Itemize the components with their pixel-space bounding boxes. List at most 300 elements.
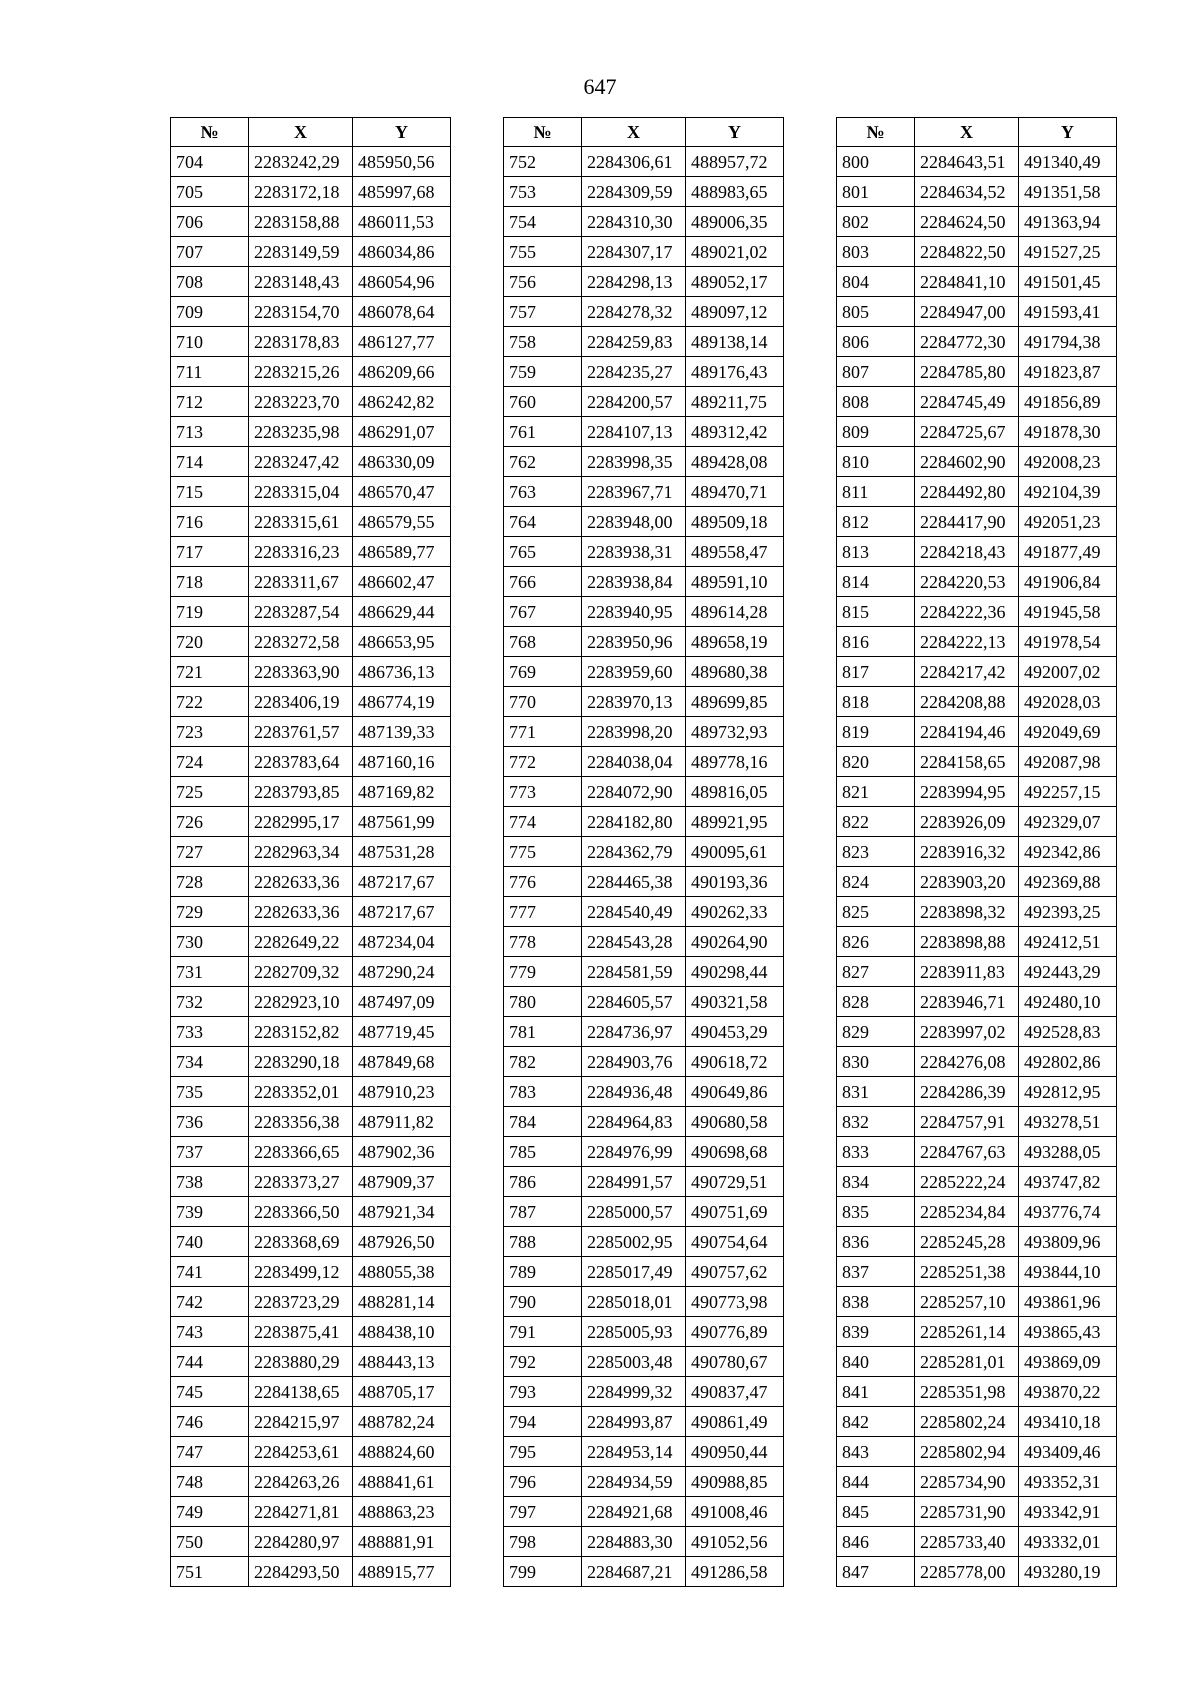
- point-number-cell: 766: [504, 567, 582, 597]
- header-y: Y: [686, 118, 784, 147]
- table-row: [504, 1317, 784, 1347]
- y-coordinate-cell: 491978,54: [1019, 627, 1117, 657]
- point-number-cell: 838: [837, 1287, 915, 1317]
- table-row: [171, 567, 451, 597]
- y-coordinate-cell: 486291,07: [353, 417, 451, 447]
- x-coordinate-cell: 2283178,83: [249, 327, 353, 357]
- point-number-cell: 823: [837, 837, 915, 867]
- table-row: [504, 987, 784, 1017]
- table-row: [504, 417, 784, 447]
- x-coordinate-cell: 2283967,71: [582, 477, 686, 507]
- x-coordinate-cell: 2284921,68: [582, 1497, 686, 1527]
- x-coordinate-cell: 2285002,95: [582, 1227, 686, 1257]
- table-row: [171, 747, 451, 777]
- point-number-cell: 847: [837, 1557, 915, 1587]
- y-coordinate-cell: 488443,13: [353, 1347, 451, 1377]
- table-row: [837, 537, 1117, 567]
- y-coordinate-cell: 487217,67: [353, 867, 451, 897]
- table-row: [504, 267, 784, 297]
- point-number-cell: 742: [171, 1287, 249, 1317]
- x-coordinate-cell: 2284964,83: [582, 1107, 686, 1137]
- point-number-cell: 744: [171, 1347, 249, 1377]
- table-row: [837, 687, 1117, 717]
- table-row: [504, 1137, 784, 1167]
- point-number-cell: 776: [504, 867, 582, 897]
- table-row: [837, 927, 1117, 957]
- table-row: [171, 1287, 451, 1317]
- y-coordinate-cell: 489138,14: [686, 327, 784, 357]
- x-coordinate-cell: 2282709,32: [249, 957, 353, 987]
- x-coordinate-cell: 2282995,17: [249, 807, 353, 837]
- x-coordinate-cell: 2283898,88: [915, 927, 1019, 957]
- table-row: [171, 1347, 451, 1377]
- y-coordinate-cell: 492329,07: [1019, 807, 1117, 837]
- x-coordinate-cell: 2282923,10: [249, 987, 353, 1017]
- y-coordinate-cell: 487234,04: [353, 927, 451, 957]
- y-coordinate-cell: 486127,77: [353, 327, 451, 357]
- x-coordinate-cell: 2282633,36: [249, 897, 353, 927]
- point-number-cell: 709: [171, 297, 249, 327]
- x-coordinate-cell: 2284220,53: [915, 567, 1019, 597]
- table-row: [171, 327, 451, 357]
- table-row: [504, 657, 784, 687]
- point-number-cell: 790: [504, 1287, 582, 1317]
- y-coordinate-cell: 492104,39: [1019, 477, 1117, 507]
- table-row: [171, 177, 451, 207]
- y-coordinate-cell: 486579,55: [353, 507, 451, 537]
- table-row: [504, 237, 784, 267]
- coordinates-table-3: [836, 117, 1117, 1587]
- point-number-cell: 778: [504, 927, 582, 957]
- y-coordinate-cell: 490988,85: [686, 1467, 784, 1497]
- y-coordinate-cell: 490751,69: [686, 1197, 784, 1227]
- x-coordinate-cell: 2283148,43: [249, 267, 353, 297]
- point-number-cell: 794: [504, 1407, 582, 1437]
- point-number-cell: 813: [837, 537, 915, 567]
- y-coordinate-cell: 490698,68: [686, 1137, 784, 1167]
- x-coordinate-cell: 2285003,48: [582, 1347, 686, 1377]
- x-coordinate-cell: 2284602,90: [915, 447, 1019, 477]
- table-row: [504, 597, 784, 627]
- table-row: [171, 1047, 451, 1077]
- point-number-cell: 707: [171, 237, 249, 267]
- table-row: [504, 1077, 784, 1107]
- y-coordinate-cell: 491008,46: [686, 1497, 784, 1527]
- y-coordinate-cell: 492257,15: [1019, 777, 1117, 807]
- y-coordinate-cell: 493809,96: [1019, 1227, 1117, 1257]
- table-row: [171, 507, 451, 537]
- x-coordinate-cell: 2283926,09: [915, 807, 1019, 837]
- x-coordinate-cell: 2284634,52: [915, 177, 1019, 207]
- point-number-cell: 717: [171, 537, 249, 567]
- point-number-cell: 791: [504, 1317, 582, 1347]
- y-coordinate-cell: 492443,29: [1019, 957, 1117, 987]
- x-coordinate-cell: 2285000,57: [582, 1197, 686, 1227]
- y-coordinate-cell: 487926,50: [353, 1227, 451, 1257]
- table-row: [837, 1287, 1117, 1317]
- y-coordinate-cell: 489428,08: [686, 447, 784, 477]
- table-row: [171, 1467, 451, 1497]
- table-row: [504, 1197, 784, 1227]
- x-coordinate-cell: 2284194,46: [915, 717, 1019, 747]
- y-coordinate-cell: 493747,82: [1019, 1167, 1117, 1197]
- point-number-cell: 735: [171, 1077, 249, 1107]
- x-coordinate-cell: 2283152,82: [249, 1017, 353, 1047]
- y-coordinate-cell: 486242,82: [353, 387, 451, 417]
- x-coordinate-cell: 2285802,24: [915, 1407, 1019, 1437]
- x-coordinate-cell: 2283938,31: [582, 537, 686, 567]
- point-number-cell: 839: [837, 1317, 915, 1347]
- x-coordinate-cell: 2284883,30: [582, 1527, 686, 1557]
- table-row: [837, 987, 1117, 1017]
- x-coordinate-cell: 2283970,13: [582, 687, 686, 717]
- table-row: [171, 357, 451, 387]
- point-number-cell: 787: [504, 1197, 582, 1227]
- x-coordinate-cell: 2283311,67: [249, 567, 353, 597]
- point-number-cell: 783: [504, 1077, 582, 1107]
- y-coordinate-cell: 491363,94: [1019, 207, 1117, 237]
- header-x: X: [915, 118, 1019, 147]
- table-row: [171, 777, 451, 807]
- y-coordinate-cell: 492528,83: [1019, 1017, 1117, 1047]
- x-coordinate-cell: 2283898,32: [915, 897, 1019, 927]
- y-coordinate-cell: 489699,85: [686, 687, 784, 717]
- y-coordinate-cell: 490757,62: [686, 1257, 784, 1287]
- y-coordinate-cell: 493869,09: [1019, 1347, 1117, 1377]
- y-coordinate-cell: 490193,36: [686, 867, 784, 897]
- x-coordinate-cell: 2283373,27: [249, 1167, 353, 1197]
- point-number-cell: 712: [171, 387, 249, 417]
- point-number-cell: 747: [171, 1437, 249, 1467]
- x-coordinate-cell: 2284785,80: [915, 357, 1019, 387]
- y-coordinate-cell: 493278,51: [1019, 1107, 1117, 1137]
- table-row: [504, 327, 784, 357]
- point-number-cell: 796: [504, 1467, 582, 1497]
- x-coordinate-cell: 2284605,57: [582, 987, 686, 1017]
- point-number-cell: 795: [504, 1437, 582, 1467]
- point-number-cell: 782: [504, 1047, 582, 1077]
- x-coordinate-cell: 2283154,70: [249, 297, 353, 327]
- point-number-cell: 805: [837, 297, 915, 327]
- y-coordinate-cell: 487169,82: [353, 777, 451, 807]
- y-coordinate-cell: 489591,10: [686, 567, 784, 597]
- point-number-cell: 798: [504, 1527, 582, 1557]
- point-number-cell: 734: [171, 1047, 249, 1077]
- x-coordinate-cell: 2284158,65: [915, 747, 1019, 777]
- y-coordinate-cell: 486078,64: [353, 297, 451, 327]
- y-coordinate-cell: 487531,28: [353, 837, 451, 867]
- point-number-cell: 774: [504, 807, 582, 837]
- x-coordinate-cell: 2283315,04: [249, 477, 353, 507]
- x-coordinate-cell: 2284310,30: [582, 207, 686, 237]
- table-row: [504, 1437, 784, 1467]
- table-row: [504, 1377, 784, 1407]
- x-coordinate-cell: 2284976,99: [582, 1137, 686, 1167]
- y-coordinate-cell: 490754,64: [686, 1227, 784, 1257]
- point-number-cell: 770: [504, 687, 582, 717]
- point-number-cell: 846: [837, 1527, 915, 1557]
- table-row: [837, 867, 1117, 897]
- y-coordinate-cell: 493342,91: [1019, 1497, 1117, 1527]
- table-row: [837, 177, 1117, 207]
- y-coordinate-cell: 490298,44: [686, 957, 784, 987]
- x-coordinate-cell: 2284182,80: [582, 807, 686, 837]
- table-row: [837, 1137, 1117, 1167]
- x-coordinate-cell: 2284307,17: [582, 237, 686, 267]
- point-number-cell: 740: [171, 1227, 249, 1257]
- table-row: [171, 1377, 451, 1407]
- y-coordinate-cell: 486011,53: [353, 207, 451, 237]
- x-coordinate-cell: 2285017,49: [582, 1257, 686, 1287]
- table-row: [837, 1377, 1117, 1407]
- table-row: [504, 387, 784, 417]
- y-coordinate-cell: 490618,72: [686, 1047, 784, 1077]
- point-number-cell: 807: [837, 357, 915, 387]
- y-coordinate-cell: 487849,68: [353, 1047, 451, 1077]
- x-coordinate-cell: 2284540,49: [582, 897, 686, 927]
- point-number-cell: 743: [171, 1317, 249, 1347]
- coordinates-table-2: [503, 117, 784, 1587]
- point-number-cell: 844: [837, 1467, 915, 1497]
- y-coordinate-cell: 493844,10: [1019, 1257, 1117, 1287]
- x-coordinate-cell: 2284624,50: [915, 207, 1019, 237]
- table-row: [837, 1227, 1117, 1257]
- x-coordinate-cell: 2283368,69: [249, 1227, 353, 1257]
- table-row: [504, 477, 784, 507]
- x-coordinate-cell: 2283366,50: [249, 1197, 353, 1227]
- y-coordinate-cell: 486629,44: [353, 597, 451, 627]
- point-number-cell: 706: [171, 207, 249, 237]
- point-number-cell: 826: [837, 927, 915, 957]
- y-coordinate-cell: 491823,87: [1019, 357, 1117, 387]
- x-coordinate-cell: 2283950,96: [582, 627, 686, 657]
- table-row: [837, 447, 1117, 477]
- table-row: [171, 1317, 451, 1347]
- point-number-cell: 720: [171, 627, 249, 657]
- table-row: [171, 417, 451, 447]
- table-row: [171, 597, 451, 627]
- table-row: [171, 1407, 451, 1437]
- header-number: №: [171, 118, 249, 147]
- y-coordinate-cell: 486589,77: [353, 537, 451, 567]
- table-row: [171, 717, 451, 747]
- y-coordinate-cell: 493870,22: [1019, 1377, 1117, 1407]
- y-coordinate-cell: 488983,65: [686, 177, 784, 207]
- x-coordinate-cell: 2283316,23: [249, 537, 353, 567]
- table-row: [171, 207, 451, 237]
- table-row: [837, 897, 1117, 927]
- y-coordinate-cell: 489921,95: [686, 807, 784, 837]
- table-row: [837, 387, 1117, 417]
- x-coordinate-cell: 2284259,83: [582, 327, 686, 357]
- point-number-cell: 750: [171, 1527, 249, 1557]
- x-coordinate-cell: 2284993,87: [582, 1407, 686, 1437]
- x-coordinate-cell: 2284581,59: [582, 957, 686, 987]
- x-coordinate-cell: 2284417,90: [915, 507, 1019, 537]
- point-number-cell: 797: [504, 1497, 582, 1527]
- table-row: [837, 507, 1117, 537]
- y-coordinate-cell: 489176,43: [686, 357, 784, 387]
- x-coordinate-cell: 2283783,64: [249, 747, 353, 777]
- y-coordinate-cell: 489558,47: [686, 537, 784, 567]
- header-row: [837, 118, 1117, 147]
- x-coordinate-cell: 2284271,81: [249, 1497, 353, 1527]
- y-coordinate-cell: 491856,89: [1019, 387, 1117, 417]
- table-row: [837, 747, 1117, 777]
- x-coordinate-cell: 2285005,93: [582, 1317, 686, 1347]
- y-coordinate-cell: 487561,99: [353, 807, 451, 837]
- table-row: [837, 1167, 1117, 1197]
- x-coordinate-cell: 2285281,01: [915, 1347, 1019, 1377]
- point-number-cell: 780: [504, 987, 582, 1017]
- x-coordinate-cell: 2285802,94: [915, 1437, 1019, 1467]
- y-coordinate-cell: 490264,90: [686, 927, 784, 957]
- y-coordinate-cell: 488824,60: [353, 1437, 451, 1467]
- table-row: [837, 1557, 1117, 1587]
- y-coordinate-cell: 492812,95: [1019, 1077, 1117, 1107]
- point-number-cell: 808: [837, 387, 915, 417]
- point-number-cell: 821: [837, 777, 915, 807]
- table-row: [504, 567, 784, 597]
- x-coordinate-cell: 2285257,10: [915, 1287, 1019, 1317]
- point-number-cell: 832: [837, 1107, 915, 1137]
- y-coordinate-cell: 485950,56: [353, 147, 451, 177]
- y-coordinate-cell: 492051,23: [1019, 507, 1117, 537]
- point-number-cell: 786: [504, 1167, 582, 1197]
- x-coordinate-cell: 2283793,85: [249, 777, 353, 807]
- x-coordinate-cell: 2283938,84: [582, 567, 686, 597]
- x-coordinate-cell: 2283363,90: [249, 657, 353, 687]
- x-coordinate-cell: 2284772,30: [915, 327, 1019, 357]
- point-number-cell: 820: [837, 747, 915, 777]
- table-row: [171, 837, 451, 867]
- table-row: [504, 837, 784, 867]
- point-number-cell: 841: [837, 1377, 915, 1407]
- x-coordinate-cell: 2284276,08: [915, 1047, 1019, 1077]
- x-coordinate-cell: 2284222,36: [915, 597, 1019, 627]
- y-coordinate-cell: 490649,86: [686, 1077, 784, 1107]
- point-number-cell: 723: [171, 717, 249, 747]
- y-coordinate-cell: 490453,29: [686, 1017, 784, 1047]
- table-row: [504, 207, 784, 237]
- x-coordinate-cell: 2283916,32: [915, 837, 1019, 867]
- table-row: [504, 1347, 784, 1377]
- y-coordinate-cell: 486736,13: [353, 657, 451, 687]
- point-number-cell: 788: [504, 1227, 582, 1257]
- y-coordinate-cell: 489509,18: [686, 507, 784, 537]
- header-row: [171, 118, 451, 147]
- point-number-cell: 799: [504, 1557, 582, 1587]
- point-number-cell: 773: [504, 777, 582, 807]
- table-row: [837, 1497, 1117, 1527]
- table-row: [171, 1227, 451, 1257]
- x-coordinate-cell: 2283948,00: [582, 507, 686, 537]
- x-coordinate-cell: 2283215,26: [249, 357, 353, 387]
- table-row: [171, 267, 451, 297]
- y-coordinate-cell: 492412,51: [1019, 927, 1117, 957]
- x-coordinate-cell: 2285261,14: [915, 1317, 1019, 1347]
- x-coordinate-cell: 2283723,29: [249, 1287, 353, 1317]
- point-number-cell: 834: [837, 1167, 915, 1197]
- table-row: [171, 657, 451, 687]
- table-row: [837, 1347, 1117, 1377]
- y-coordinate-cell: 492342,86: [1019, 837, 1117, 867]
- y-coordinate-cell: 489097,12: [686, 297, 784, 327]
- point-number-cell: 722: [171, 687, 249, 717]
- table-row: [171, 1017, 451, 1047]
- point-number-cell: 830: [837, 1047, 915, 1077]
- header-number: №: [837, 118, 915, 147]
- table-row: [171, 1437, 451, 1467]
- point-number-cell: 792: [504, 1347, 582, 1377]
- y-coordinate-cell: 486054,96: [353, 267, 451, 297]
- table-row: [504, 147, 784, 177]
- table-row: [504, 717, 784, 747]
- x-coordinate-cell: 2284217,42: [915, 657, 1019, 687]
- point-number-cell: 814: [837, 567, 915, 597]
- table-row: [504, 1407, 784, 1437]
- x-coordinate-cell: 2284253,61: [249, 1437, 353, 1467]
- point-number-cell: 726: [171, 807, 249, 837]
- x-coordinate-cell: 2283235,98: [249, 417, 353, 447]
- y-coordinate-cell: 492008,23: [1019, 447, 1117, 477]
- point-number-cell: 837: [837, 1257, 915, 1287]
- point-number-cell: 777: [504, 897, 582, 927]
- x-coordinate-cell: 2283315,61: [249, 507, 353, 537]
- point-number-cell: 831: [837, 1077, 915, 1107]
- y-coordinate-cell: 487139,33: [353, 717, 451, 747]
- point-number-cell: 835: [837, 1197, 915, 1227]
- point-number-cell: 810: [837, 447, 915, 477]
- table-row: [504, 507, 784, 537]
- y-coordinate-cell: 490837,47: [686, 1377, 784, 1407]
- x-coordinate-cell: 2284138,65: [249, 1377, 353, 1407]
- y-coordinate-cell: 491877,49: [1019, 537, 1117, 567]
- coordinates-table-1: [170, 117, 451, 1587]
- x-coordinate-cell: 2284492,80: [915, 477, 1019, 507]
- x-coordinate-cell: 2284362,79: [582, 837, 686, 867]
- y-coordinate-cell: 489680,38: [686, 657, 784, 687]
- point-number-cell: 704: [171, 147, 249, 177]
- y-coordinate-cell: 488438,10: [353, 1317, 451, 1347]
- x-coordinate-cell: 2284038,04: [582, 747, 686, 777]
- x-coordinate-cell: 2283911,83: [915, 957, 1019, 987]
- point-number-cell: 803: [837, 237, 915, 267]
- x-coordinate-cell: 2284215,97: [249, 1407, 353, 1437]
- y-coordinate-cell: 486570,47: [353, 477, 451, 507]
- point-number-cell: 789: [504, 1257, 582, 1287]
- table-row: [837, 657, 1117, 687]
- table-row: [504, 777, 784, 807]
- table-row: [171, 1557, 451, 1587]
- table-row: [504, 627, 784, 657]
- x-coordinate-cell: 2283997,02: [915, 1017, 1019, 1047]
- point-number-cell: 804: [837, 267, 915, 297]
- point-number-cell: 801: [837, 177, 915, 207]
- point-number-cell: 730: [171, 927, 249, 957]
- table-body: [171, 147, 451, 1587]
- point-number-cell: 713: [171, 417, 249, 447]
- x-coordinate-cell: 2284736,97: [582, 1017, 686, 1047]
- x-coordinate-cell: 2284218,43: [915, 537, 1019, 567]
- table-row: [171, 897, 451, 927]
- x-coordinate-cell: 2285778,00: [915, 1557, 1019, 1587]
- table-row: [171, 447, 451, 477]
- point-number-cell: 759: [504, 357, 582, 387]
- y-coordinate-cell: 488055,38: [353, 1257, 451, 1287]
- y-coordinate-cell: 486602,47: [353, 567, 451, 597]
- point-number-cell: 817: [837, 657, 915, 687]
